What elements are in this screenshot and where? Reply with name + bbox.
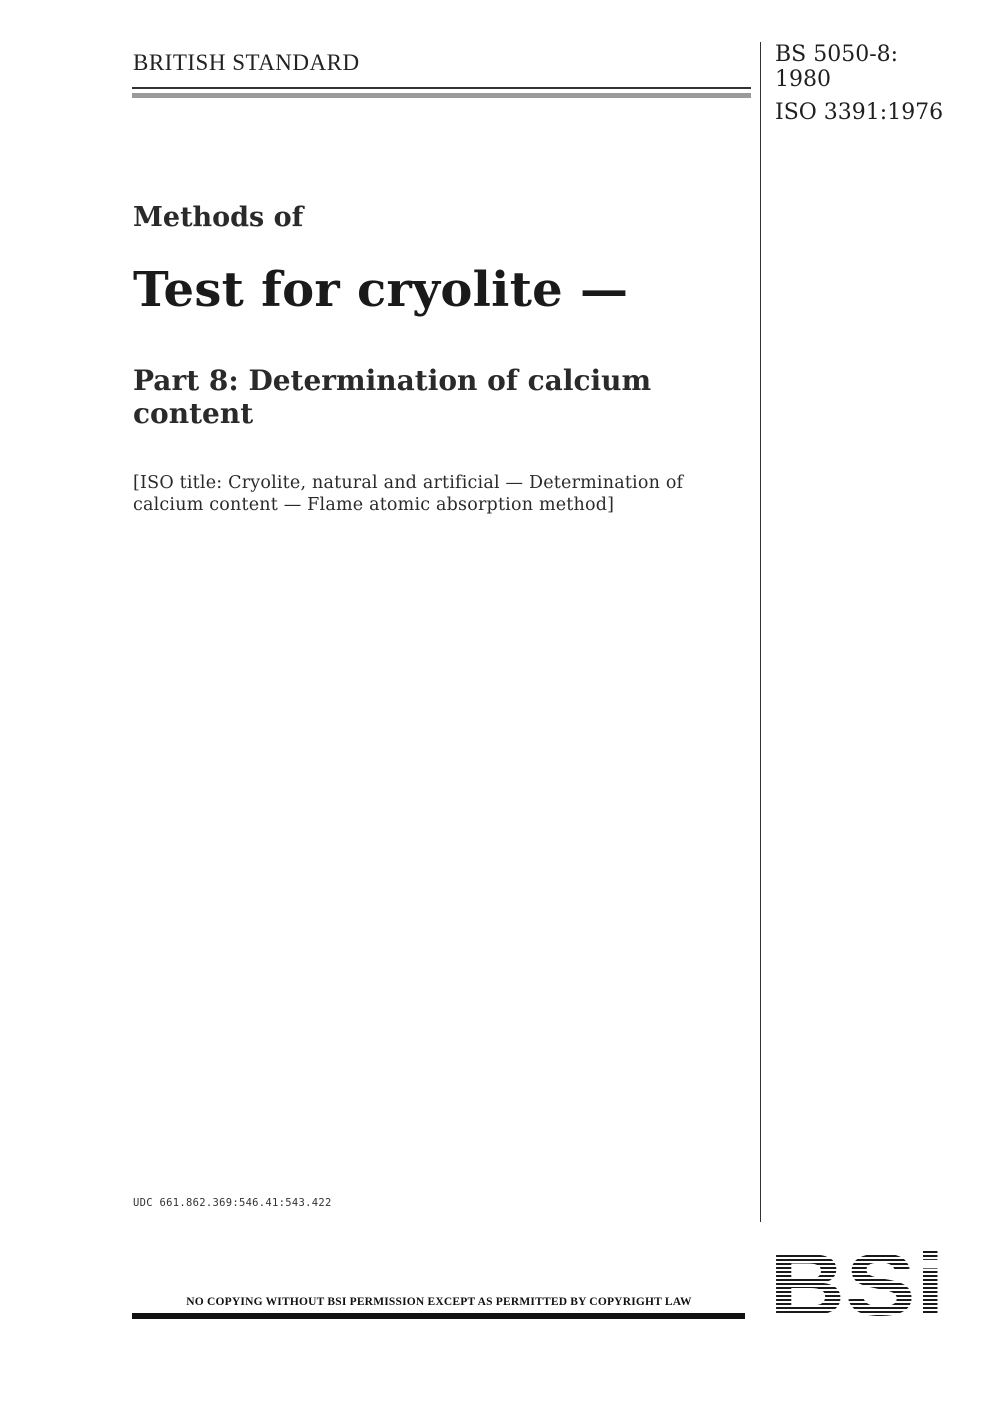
- iso-title-line2: calcium content — Flame atomic absorption method]: [133, 495, 615, 515]
- part-title-line1: Part 8: Determination of calcium: [133, 364, 652, 397]
- header-label: BRITISH STANDARD: [133, 50, 360, 75]
- standard-number-line2: 1980: [775, 67, 831, 92]
- header-rule-thin: [132, 87, 751, 89]
- iso-title: [133, 472, 733, 516]
- footer-rule: [132, 1313, 745, 1319]
- bsi-logo: [768, 1243, 946, 1321]
- part-title: [133, 364, 733, 430]
- standard-number: [775, 42, 898, 92]
- main-title: Test for cryolite —: [133, 262, 629, 318]
- header-rule-thick: [132, 93, 751, 98]
- udc-code: UDC 661.862.369:546.41:543.422: [133, 1197, 332, 1209]
- title-prefix: Methods of: [133, 202, 304, 233]
- standard-number-line1: BS 5050-8:: [775, 42, 899, 67]
- iso-number: ISO 3391:1976: [775, 100, 944, 125]
- iso-title-line1: [ISO title: Cryolite, natural and artificial — Determination of: [133, 473, 684, 493]
- copyright-notice: NO COPYING WITHOUT BSI PERMISSION EXCEPT AS PERMITTED BY COPYRIGHT LAW: [186, 1296, 692, 1308]
- bsi-logo-graphic: [768, 1243, 946, 1321]
- margin-divider: [760, 42, 761, 1222]
- part-title-line2: content: [133, 397, 254, 430]
